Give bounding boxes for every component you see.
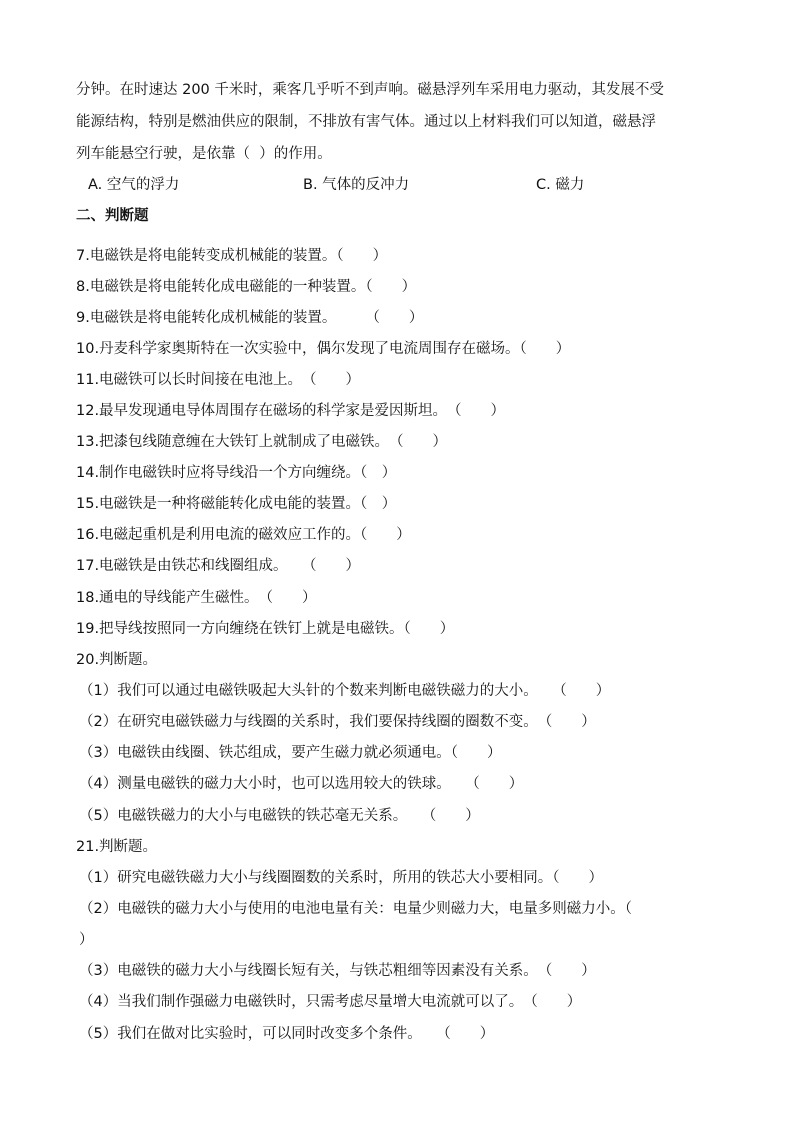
question-20-title: 20.判断题。: [76, 652, 158, 668]
question-7: 7.电磁铁是将电能转变成机械能的装置。（ ）: [76, 248, 388, 264]
passage-line-2: 能源结构，特别是燃油供应的限制，不排放有害气体。通过以上材料我们可以知道，磁悬浮: [76, 114, 656, 130]
question-14: 14.制作电磁铁时应将导线沿一个方向缠绕。（ ）: [76, 465, 397, 481]
question-21-item: （2）电磁铁的磁力大小与使用的电池电量有关：电量少则磁力大，电量多则磁力小。（: [79, 901, 632, 917]
question-20-item: （4）测量电磁铁的磁力大小时，也可以选用较大的铁球。 （ ）: [79, 776, 524, 792]
question-20-item: （3）电磁铁由线圈、铁芯组成，要产生磁力就必须通电。（ ）: [79, 745, 502, 761]
question-11: 11.电磁铁可以长时间接在电池上。 （ ）: [76, 372, 361, 388]
question-9: 9.电磁铁是将电能转化成机械能的装置。 （ ）: [76, 310, 424, 326]
question-21-item: （4）当我们制作强磁力电磁铁时，只需考虑尽量增大电流就可以了。 （ ）: [79, 994, 582, 1010]
question-18: 18.通电的导线能产生磁性。 （ ）: [76, 590, 317, 606]
question-15: 15.电磁铁是一种将磁能转化成电能的装置。（ ）: [76, 496, 397, 512]
passage-line-1: 分钟。在时速达 200 千米时，乘客几乎听不到声响。磁悬浮列车采用电力驱动，其发展不受: [76, 82, 664, 98]
question-21-item: （5）我们在做对比实验时，可以同时改变多个条件。 （ ）: [79, 1026, 495, 1042]
question-17: 17.电磁铁是由铁芯和线圈组成。 （ ）: [76, 558, 361, 574]
option-b: B. 气体的反冲力: [303, 177, 410, 193]
answer-options: [88, 175, 728, 195]
question-8: 8.电磁铁是将电能转化成电磁能的一种装置。（ ）: [76, 279, 417, 295]
question-21-item-continued: ）: [79, 932, 94, 948]
question-20-item: （1）我们可以通过电磁铁吸起大头针的个数来判断电磁铁磁力的大小。 （ ）: [79, 683, 611, 699]
section-title: 二、判断题: [76, 208, 149, 224]
question-16: 16.电磁起重机是利用电流的磁效应工作的。（ ）: [76, 527, 411, 543]
question-20-item: （5）电磁铁磁力的大小与电磁铁的铁芯毫无关系。 （ ）: [79, 808, 480, 824]
question-13: 13.把漆包线随意缠在大铁钉上就制成了电磁铁。 （ ）: [76, 434, 448, 450]
question-21-item: （3）电磁铁的磁力大小与线圈长短有关，与铁芯粗细等因素没有关系。 （ ）: [79, 963, 596, 979]
question-19: 19.把导线按照同一方向缠绕在铁钉上就是电磁铁。（ ）: [76, 621, 455, 637]
option-c: C. 磁力: [536, 177, 585, 193]
question-21-item: （1）研究电磁铁磁力大小与线圈圈数的关系时，所用的铁芯大小要相同。（ ）: [79, 870, 603, 886]
question-12: 12.最早发现通电导体周围存在磁场的科学家是爱因斯坦。 （ ）: [76, 403, 506, 419]
option-a: A. 空气的浮力: [88, 177, 180, 193]
question-20-item: （2）在研究电磁铁磁力与线圈的关系时，我们要保持线圈的圈数不变。 （ ）: [79, 714, 596, 730]
question-10: 10.丹麦科学家奥斯特在一次实验中，偶尔发现了电流周围存在磁场。（ ）: [76, 341, 571, 357]
passage-line-3: 列车能悬空行驶，是依靠（ ）的作用。: [76, 146, 332, 162]
question-21-title: 21.判断题。: [76, 839, 158, 855]
